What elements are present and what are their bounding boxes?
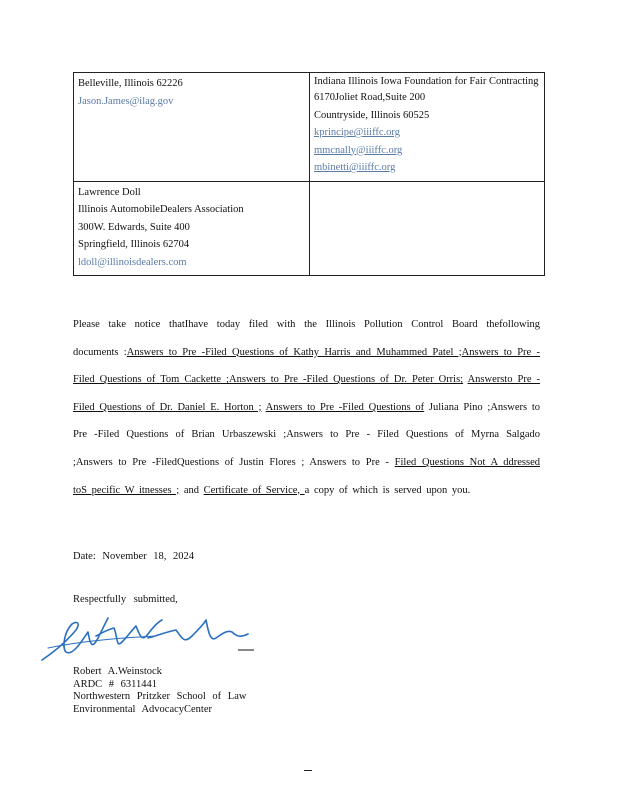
street-address: 300W. Edwards, Suite 400 bbox=[78, 221, 190, 233]
organization-name: Illinois AutomobileDealers Association bbox=[78, 204, 244, 215]
school-name: Northwestern Pritzker School of Law bbox=[73, 691, 247, 702]
address-line: Belleville, Illinois 62226 bbox=[78, 78, 183, 89]
document-title: Filed Questions Not A ddressed toS pecific W itnesses ; bbox=[73, 456, 541, 496]
service-list-table bbox=[73, 72, 545, 276]
document-title: Answers to Pre -Filed Questions of Tom Cackette ; bbox=[73, 346, 541, 386]
date-line: Date: November 18, 2024 bbox=[73, 551, 195, 562]
email-link[interactable]: ldoll@illinoisdealers.com bbox=[78, 256, 187, 268]
conjunction: and bbox=[179, 484, 204, 496]
closing-line: Respectfully submitted, bbox=[73, 594, 178, 605]
notice-paragraph bbox=[73, 311, 540, 504]
service-entry-iiiffc bbox=[310, 73, 545, 182]
handwritten-signature bbox=[36, 608, 266, 668]
document-title: Answersto Pre -Filed Questions of Dr. Daniel E. Horton ; bbox=[73, 374, 541, 413]
city-state-zip: Countryside, Illinois 60525 bbox=[314, 109, 430, 121]
city-state-zip: Springfield, Illinois 62704 bbox=[78, 239, 190, 250]
table-row bbox=[74, 181, 545, 276]
ardc-number: ARDC # 6311441 bbox=[73, 678, 158, 690]
document-list-text: Juliana Pino ;Answers to Pre -Filed Questions of Brian Urbaszewski ;Answers to Pre - Filed Questions of Myrna Salgado ;Answers to Pre -FiledQuestions of Justin Flores ; Answers to Pre - bbox=[73, 401, 540, 468]
certificate-of-service: Certificate of Service, bbox=[203, 484, 305, 496]
service-entry-dealers-association bbox=[74, 181, 310, 276]
service-entry-attorney-general bbox=[74, 73, 310, 182]
document-title: Answers to Pre -Filed Questions of Kathy Harris and Muhammed Patel ; bbox=[126, 346, 462, 358]
organization-name: Indiana Illinois Iowa Foundation for Fair Contracting bbox=[314, 76, 539, 87]
empty-cell bbox=[310, 181, 545, 276]
street-address: 6170Joliet Road,Suite 200 bbox=[314, 92, 426, 103]
document-title: Answers to Pre -Filed Questions of Dr. Peter Orris; bbox=[229, 374, 464, 386]
signer-name: Robert A.Weinstock bbox=[73, 666, 162, 677]
page-footer-mark bbox=[304, 770, 312, 771]
notice-outro: a copy of which is served upon you. bbox=[304, 484, 471, 496]
table-row bbox=[74, 73, 545, 182]
email-link[interactable]: kprincipe@iiiffc.org bbox=[314, 127, 400, 138]
contact-name: Lawrence Doll bbox=[78, 186, 141, 198]
email-link[interactable]: mbinetti@iiiffc.org bbox=[314, 162, 396, 173]
document-title: Answers to Pre -Filed Questions of bbox=[265, 401, 425, 413]
center-name: Environmental AdvocacyCenter bbox=[73, 703, 212, 715]
signature-block bbox=[73, 666, 246, 716]
notice-intro: Please take notice thatIhave today filed with the Illinois Pollution Control Board thefollowing documents : bbox=[73, 319, 540, 358]
email-link[interactable]: mmcnally@iiiffc.org bbox=[314, 144, 403, 156]
email-link[interactable]: Jason.James@ilag.gov bbox=[78, 95, 174, 107]
